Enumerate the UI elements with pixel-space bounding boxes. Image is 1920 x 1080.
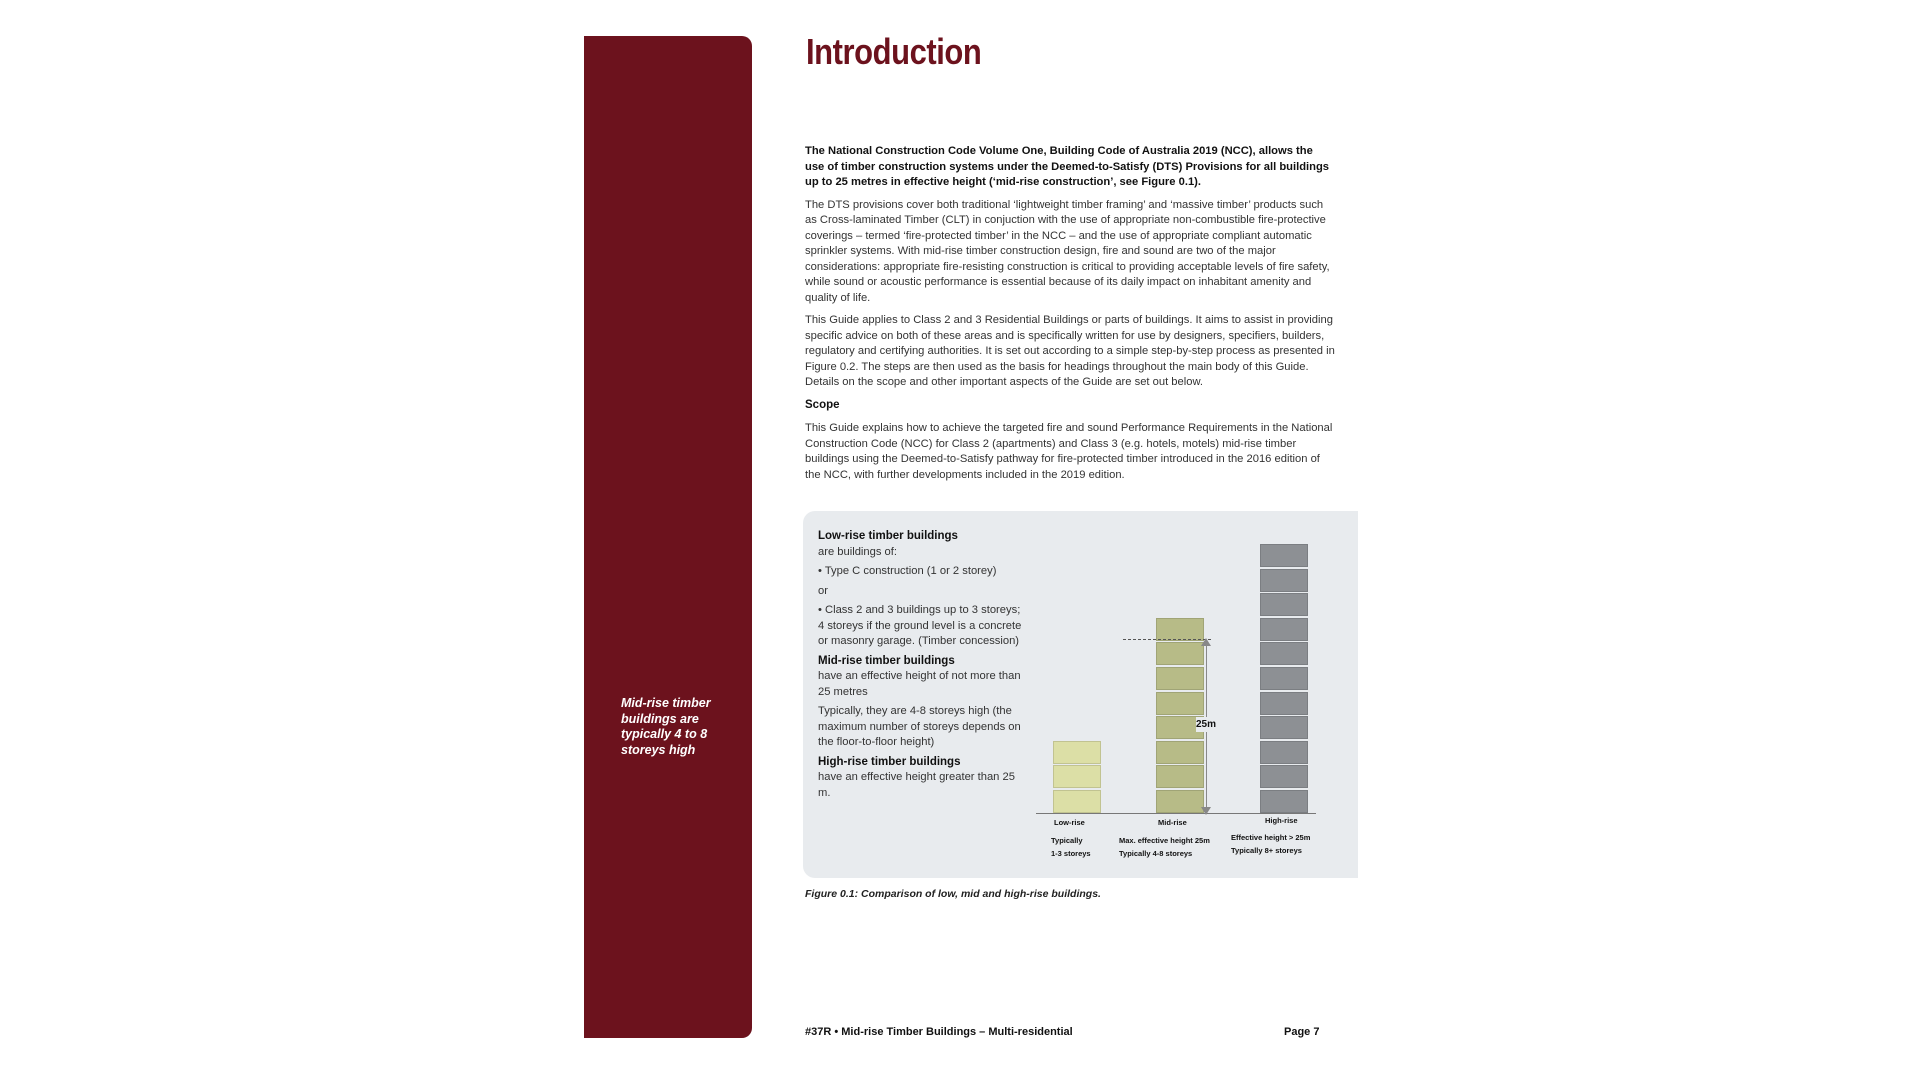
low-rise-label: Low-rise — [1054, 818, 1085, 827]
mid-rise-text: have an effective height of not more than 25 metres — [818, 670, 1021, 698]
storey-box — [1156, 790, 1204, 813]
lead-paragraph: The National Construction Code Volume One, Building Code of Australia 2019 (NCC), allows the use of timber construction systems under the Deemed-to-Satisfy (DTS) Provisions for all buildings up to 25 metres in effective height (‘mid-rise construction’, see Figure 0.1). — [805, 145, 1330, 188]
storey-box — [1156, 642, 1204, 665]
storey-box — [1260, 692, 1308, 715]
storey-box — [1260, 642, 1308, 665]
storey-box — [1260, 741, 1308, 764]
body-text — [805, 144, 1335, 490]
storey-box — [1156, 692, 1204, 715]
storey-box — [1260, 593, 1308, 616]
mid-rise-label: Mid-rise — [1158, 818, 1187, 827]
storey-box — [1156, 765, 1204, 788]
high-rise-heading: High-rise timber buildings — [818, 755, 961, 768]
arrow-up-icon — [1201, 638, 1211, 646]
storey-box — [1260, 667, 1308, 690]
low-rise-bullet-2: • Class 2 and 3 buildings up to 3 storeys; 4 storeys if the ground level is a concrete or masonry garage. (Timber concession) — [818, 604, 1022, 647]
storey-box — [1156, 618, 1204, 641]
storey-box — [1260, 765, 1308, 788]
height-limit-dashed-line — [1123, 639, 1211, 640]
scope-heading: Scope — [805, 398, 840, 411]
figure-legend-text — [818, 529, 1023, 805]
low-rise-or: or — [818, 584, 828, 597]
storey-box — [1260, 569, 1308, 592]
low-rise-desc-2: 1-3 storeys — [1051, 849, 1091, 858]
ground-line — [1036, 813, 1316, 814]
low-rise-bullet-1: • Type C construction (1 or 2 storey) — [818, 565, 997, 577]
storey-box — [1260, 544, 1308, 567]
storey-box — [1260, 790, 1308, 813]
mid-rise-desc-1: Max. effective height 25m — [1119, 836, 1210, 845]
footer-document-title: #37R • Mid-rise Timber Buildings – Multi-residential — [805, 1026, 1073, 1038]
mid-rise-desc-2: Typically 4-8 storeys — [1119, 849, 1193, 858]
mid-rise-typical: Typically, they are 4-8 storeys high (the maximum number of storeys depends on the floor-to-floor height) — [818, 705, 1021, 748]
storey-box — [1260, 618, 1308, 641]
low-rise-heading: Low-rise timber buildings — [818, 530, 958, 542]
storey-box — [1053, 765, 1101, 788]
low-rise-desc-1: Typically — [1051, 836, 1083, 845]
paragraph-dts: The DTS provisions cover both traditional ‘lightweight timber framing’ and ‘massive timber’ products such as Cross-laminated Timber (CLT) in conjuction with the use of appropriate non-combustible fire-protective coverings – termed ‘fire-protected timber’ in the NCC – and the use of appropriate compliant automatic sprinkler systems. With mid-rise timber construction design, fire and sound are two of the major considerations: appropriate fire-resisting construction is critical to providing acceptable levels of fire safety, while sound or acoustic performance is essential because of its daily impact on inhabitant amenity and quality of life. — [805, 198, 1330, 304]
arrow-down-icon — [1201, 807, 1211, 815]
storey-box — [1053, 790, 1101, 813]
sidebar-quote: Mid-rise timber buildings are typically 4 to 8 storeys high — [621, 696, 711, 757]
low-rise-intro: are buildings of: — [818, 545, 897, 558]
storey-box — [1260, 716, 1308, 739]
storey-box — [1156, 741, 1204, 764]
sidebar-band — [584, 36, 752, 1038]
storey-box — [1053, 741, 1101, 764]
figure-caption: Figure 0.1: Comparison of low, mid and high-rise buildings. — [805, 888, 1101, 900]
page-title: Introduction — [806, 31, 982, 72]
mid-rise-heading: Mid-rise timber buildings — [818, 654, 955, 667]
high-rise-desc-2: Typically 8+ storeys — [1231, 846, 1302, 855]
high-rise-text: have an effective height greater than 25 m. — [818, 771, 1015, 799]
storey-box — [1156, 667, 1204, 690]
footer-page-number: Page 7 — [1284, 1026, 1320, 1038]
high-rise-desc-1: Effective height > 25m — [1231, 833, 1311, 842]
scope-paragraph: This Guide explains how to achieve the targeted fire and sound Performance Requirements in the National Construction Code (NCC) for Class 2 (apartments) and Class 3 (e.g. hotels, motels) mid-rise timber buildings using the Deemed-to-Satisfy pathway for fire-protected timber introduced in the 2016 edition of the NCC, with further developments included in the 2019 edition. — [805, 422, 1333, 481]
figure-building-comparison — [803, 511, 1358, 878]
high-rise-label: High-rise — [1265, 816, 1298, 825]
height-25m-label: 25m — [1196, 719, 1217, 730]
paragraph-guide: This Guide applies to Class 2 and 3 Residential Buildings or parts of buildings. It aims to assist in providing specific advice on both of these areas and is specifically written for use by designers, specifiers, builders, regulatory and certifying authorities. It is set out according to a simple step-by-step process as presented in Figure 0.2. The steps are then used as the basis for headings throughout the main body of this Guide. Details on the scope and other important aspects of the Guide are set out below. — [805, 314, 1335, 388]
